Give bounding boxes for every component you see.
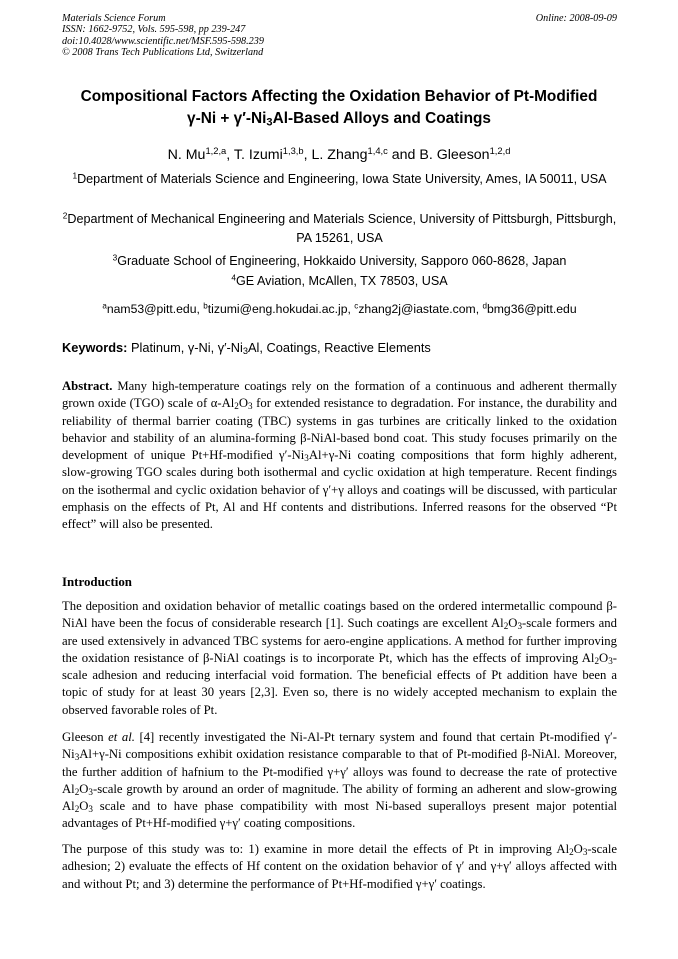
journal-header bbox=[62, 13, 617, 59]
author: L. Zhang$^{1,4,c}$ and bbox=[311, 145, 420, 163]
intro-paragraph-2: Gleeson et al. [4] recently investigated the Ni-Al-Pt ternary system and found that certain Pt-modified $\gamma'-Ni_3Al+\gamma-Ni$ compositions exhibit oxidation resistance comparable to that of Pt-modified β-NiAl. Moreover, the further addition of hafnium to the Pt-modified γ+γ′ alloys was found to decrease the rate of protective $Al_2O_3$-scale growth by around an order of magnitude. The ability of forming an adherent and slow-growing $Al_2O_3$ scale and to have phase compatibility with most Ni-based superalloys present major potential advantages of Pt+Hf-modified γ+γ′ coating compositions. bbox=[62, 730, 617, 831]
journal-issn: ISSN: 1662-9752, Vols. 595-598, pp 239-247 bbox=[62, 24, 246, 36]
abstract-label: Abstract. bbox=[62, 379, 113, 393]
email[interactable]: $^a$nam53@pitt.edu bbox=[102, 301, 197, 316]
affiliation-2: $^2$Department of Mechanical Engineering and Materials Science, University of Pittsburgh, Pittsburgh, PA 15261, USA bbox=[62, 210, 617, 245]
intro-paragraph-3: The purpose of this study was to: 1) examine in more detail the effects of Pt in improving $Al_2O_3$-scale adhesion; 2) evaluate the effects of Hf content on the oxidation behavior of γ′ and γ+γ′ alloys affected with and without Pt; and 3) determine the performance of Pt+Hf-modified γ+γ′ coatings. bbox=[62, 842, 617, 891]
email-list: $^a$nam53@pitt.edu, $^b$tizumi@eng.hokudai.ac.jp, $^c$zhang2j@iastate.com, $^d$bmg36@pitt.edu bbox=[102, 301, 577, 316]
affiliation-3: $^3$Graduate School of Engineering, Hokkaido University, Sapporo 060-8628, Japan bbox=[112, 252, 567, 268]
author: N. Mu$^{1,2,a}$, bbox=[167, 145, 234, 163]
affiliation-4: $^4$GE Aviation, McAllen, TX 78503, USA bbox=[231, 272, 448, 288]
journal-name: Materials Science Forum bbox=[62, 13, 166, 24]
journal-doi: doi:10.4028/www.scientific.net/MSF.595-598.239 bbox=[62, 35, 264, 47]
author: B. Gleeson$^{1,2,d}$ bbox=[419, 145, 511, 163]
online-date: Online: 2008-09-09 bbox=[535, 13, 617, 24]
journal-copyright: © 2008 Trans Tech Publications Ltd, Switzerland bbox=[62, 47, 264, 59]
keywords: Keywords: Platinum, γ-Ni, $\gamma'-Ni_3Al$, Coatings, Reactive Elements bbox=[62, 340, 431, 357]
title-line-2: $\gamma-Ni + \gamma'-Ni_3Al$-Based Alloys and Coatings bbox=[187, 110, 491, 129]
affiliation-1: $^1$Department of Materials Science and Engineering, Iowa State University, Ames, IA 50011, USA bbox=[72, 170, 607, 186]
paper-title bbox=[40, 86, 638, 130]
title-line-1: Compositional Factors Affecting the Oxidation Behavior of Pt-Modified bbox=[80, 88, 598, 105]
author-list bbox=[40, 147, 638, 163]
keywords-label: Keywords: bbox=[62, 340, 128, 355]
email[interactable]: $^c$zhang2j@iastate.com bbox=[354, 301, 476, 316]
email[interactable]: $^d$bmg36@pitt.edu bbox=[482, 301, 577, 316]
intro-paragraph-1: The deposition and oxidation behavior of metallic coatings based on the ordered intermetallic compound β-NiAl have been the focus of considerable research [1]. Such coatings are excellent $Al_2O_3$-scale formers and are used extensively in advanced TBC systems for aero-engine applications. A method for further improving the oxidation resistance of β-NiAl coatings is to incorporate Pt, which has the effects of improving $Al_2O_3$-scale adhesion and reducing interfacial void formation. The beneficial effects of Pt addition have been a topic of study for at least 30 years [2,3]. Even so, there is no widely accepted mechanism to explain the observed favorable roles of Pt. bbox=[62, 599, 617, 717]
section-heading-introduction: Introduction bbox=[62, 575, 132, 589]
abstract: Abstract. Many high-temperature coatings rely on the formation of a continuous and adherent thermally grown oxide (TGO) scale of $\alpha-Al_2O_3$ for extended resistance to degradation. For instance, the durability and reliability of thermal barrier coating (TBC) systems in gas turbines are critically linked to the oxidation behavior and stability of an alumina-forming β-NiAl-based bond coat. This study focuses primarily on the development of unique Pt+Hf-modified $\gamma'-Ni_3Al+\gamma-Ni$ coating compositions that form highly adherent, slow-growing TGO scales during both isothermal and cyclic oxidation at high temperature. Recent findings on the isothermal and cyclic oxidation behavior of γ′+γ alloys and coatings will be discussed, with particular emphasis on the effects of Pt, Al and Hf contents and distributions. Inferred reasons for the observed “Pt effect” will also be presented. bbox=[62, 379, 617, 532]
author: T. Izumi$^{1,3,b}$, bbox=[233, 145, 312, 163]
email[interactable]: $^b$tizumi@eng.hokudai.ac.jp bbox=[203, 301, 348, 316]
